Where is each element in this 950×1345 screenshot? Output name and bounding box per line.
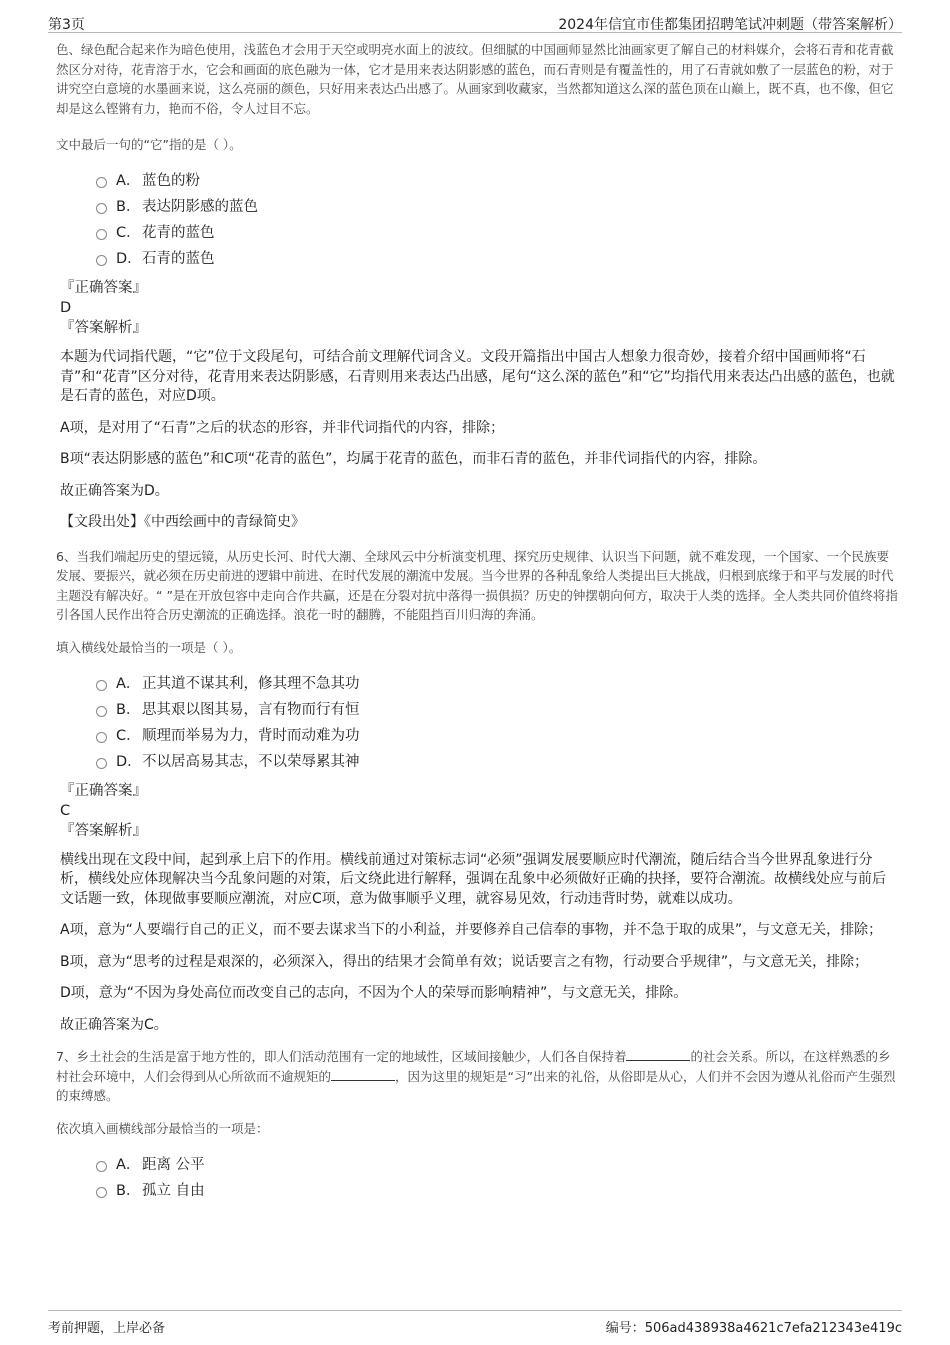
- q5-analysis-p4: 故正确答案为D。: [60, 482, 169, 499]
- q6-analysis-label: 『答案解析』: [60, 822, 147, 839]
- footer-slogan: 考前押题，上岸必备: [48, 1321, 166, 1336]
- document-title: 2024年信宜市佳都集团招聘笔试冲刺题（带答案解析）: [558, 17, 902, 33]
- q7-options: [56, 1152, 898, 1204]
- radio-button-icon[interactable]: [96, 177, 107, 188]
- q6-passage: 6、当我们端起历史的望远镜，从历史长河、时代大潮、全球风云中分析演变机理、探究历史规律、认识当下问题，就不难发现，一个国家、一个民族要发展、要振兴，就必须在历史前进的逻辑中前进、在时代发展的潮流中发展。当今世界的各种乱象给人类提出巨大挑战，归根到底缘于和平与发展的时代主题没有解决好。“ ”是在开放包容中走向合作共赢，还是在分裂对抗中落得一损俱损？历史的钟摆朝向何方，取决于人类的选择。全人类共同价值终将指引各国人民作出符合历史潮流的正确选择。浪花一时的翻腾，不能阻挡百川归海的奔涌。: [56, 548, 898, 622]
- radio-button-icon[interactable]: [96, 255, 107, 266]
- q5-analysis-p3: B项“表达阴影感的蓝色”和C项“花青的蓝色”，均属于花青的蓝色，而非石青的蓝色，并非代词指代的内容，排除。: [60, 451, 767, 467]
- radio-button-icon[interactable]: [96, 680, 107, 691]
- q5-analysis-p1: 本题为代词指代题，“它”位于文段尾句，可结合前文理解代词含义。文段开篇指出中国古人想象力很奇妙，接着介绍中国画师将“石青”和“花青”区分对待，花青用来表达阴影感，石青则用来表达凸出感，尾句“这么深的蓝色”和“它”均指代用来表达凸出感的蓝色，也就是石青的蓝色，对应D项。: [60, 349, 895, 404]
- q6-options: [56, 671, 898, 775]
- radio-button-icon[interactable]: [96, 229, 107, 240]
- q6-answer: C: [60, 802, 71, 819]
- radio-button-icon[interactable]: [96, 758, 107, 769]
- q6-analysis-p5: 故正确答案为C。: [60, 1016, 168, 1033]
- blank-line: [331, 1068, 395, 1081]
- q6-analysis-p3: B项，意为“思考的过程是艰深的，必须深入，得出的结果才会简单有效；说话要言之有物，行动要合乎规律”，与文意无关，排除；: [60, 953, 869, 970]
- blank-line: [626, 1048, 690, 1061]
- q7-option-a[interactable]: A． 距离 公平: [56, 1152, 898, 1178]
- q5-option-a[interactable]: A． 蓝色的粉: [56, 168, 898, 194]
- page-header: [48, 8, 902, 33]
- q6-analysis-p4: D项，意为“不因为身处高位而改变自己的志向，不因为个人的荣辱而影响精神”，与文意无关，排除。: [60, 985, 688, 1001]
- q6-option-b[interactable]: B． 思其艰以图其易，言有物而行有恒: [56, 697, 898, 723]
- q5-options: [56, 168, 898, 272]
- q6-analysis-p1: 横线出现在文段中间，起到承上启下的作用。横线前通过对策标志词“必须”强调发展要顺应时代潮流，随后结合当今世界乱象进行分析，横线处应体现解决当今乱象问题的对策，后文绕此进行解释，强调在乱象中必须做好正确的抉择，要符合潮流。故横线处应与前后文话题一致，体现做事要顺应潮流，对应C项，意为做事顺乎义理，就容易见效，行动违背时势，就难以成功。: [60, 851, 886, 907]
- page-number: 第3页: [48, 17, 85, 33]
- q5-option-c[interactable]: C．花青的蓝色: [56, 220, 898, 246]
- q6-answer-label: 『正确答案』: [60, 782, 147, 799]
- q6-option-a[interactable]: A． 正其道不谋其利，修其理不急其功: [56, 671, 898, 697]
- q5-option-d[interactable]: D．石青的蓝色: [56, 246, 898, 272]
- q5-source: 【文段出处】《中西绘画中的青绿简史》: [60, 514, 305, 530]
- q5-prompt: 文中最后一句的“它”指的是（ ）。: [56, 137, 242, 152]
- q5-analysis-p2: A项，是对用了“石青”之后的状态的形容，并非代词指代的内容，排除；: [60, 419, 505, 436]
- radio-button-icon[interactable]: [96, 1187, 107, 1198]
- q6-prompt: 填入横线处最恰当的一项是（ ）。: [56, 639, 242, 655]
- q5-option-b[interactable]: B． 表达阴影感的蓝色: [56, 194, 898, 220]
- q6-option-c[interactable]: C．顺理而举易为力，背时而动难为功: [56, 723, 898, 749]
- q5-analysis-label: 『答案解析』: [60, 320, 147, 336]
- page-footer: [48, 1310, 902, 1339]
- q7-option-b[interactable]: B． 孤立 自由: [56, 1178, 898, 1204]
- radio-button-icon[interactable]: [96, 203, 107, 214]
- q7-prompt: 依次填入画横线部分最恰当的一项是：: [56, 1120, 269, 1136]
- q6-option-d[interactable]: D．不以居高易其志，不以荣辱累其神: [56, 749, 898, 775]
- page-content: [56, 40, 898, 1204]
- q6-analysis-p2: A项，意为“人要端行自己的正义，而不要去谋求当下的小利益，并要修养自己信奉的事物，并不急于取的成果”，与文意无关，排除；: [60, 922, 883, 938]
- radio-button-icon[interactable]: [96, 706, 107, 717]
- q5-answer: D: [60, 300, 72, 316]
- radio-button-icon[interactable]: [96, 732, 107, 743]
- q7-passage: 7、乡土社会的生活是富于地方性的，即人们活动范围有一定的地域性，区域间接触少，人们各自保持着 的社会关系。所以，在这样熟悉的乡村社会环境中，人们会得到从心所欲而不逾规矩的 ，因为这里的规矩是“习”出来的礼俗，从俗即是从心，人们并不会因为遵从礼俗而产生强烈的束缚感。: [56, 1049, 896, 1103]
- q5-answer-label: 『正确答案』: [60, 280, 147, 296]
- q5-passage: 色、绿色配合起来作为暗色使用，浅蓝色才会用于天空或明亮水面上的波纹。但细腻的中国画师显然比油画家更了解自己的材料媒介，会将石青和花青截然区分对待，花青溶于水，它会和画面的底色融为一体，它才是用来表达阴影感的蓝色，而石青则是有覆盖性的，用了石青就如敷了一层蓝色的粉，对于讲究空白意境的水墨画来说，这么亮丽的颜色，只好用来表达凸出感了。从画家到收藏家，当然都知道这么深的蓝色顶在山巅上，既不真，也不像，但它却是这么铿锵有力，艳而不俗，令人过目不忘。: [56, 42, 894, 116]
- document-code: 编号：506ad438938a4621c7efa212343e419c: [605, 1321, 902, 1336]
- radio-button-icon[interactable]: [96, 1161, 107, 1172]
